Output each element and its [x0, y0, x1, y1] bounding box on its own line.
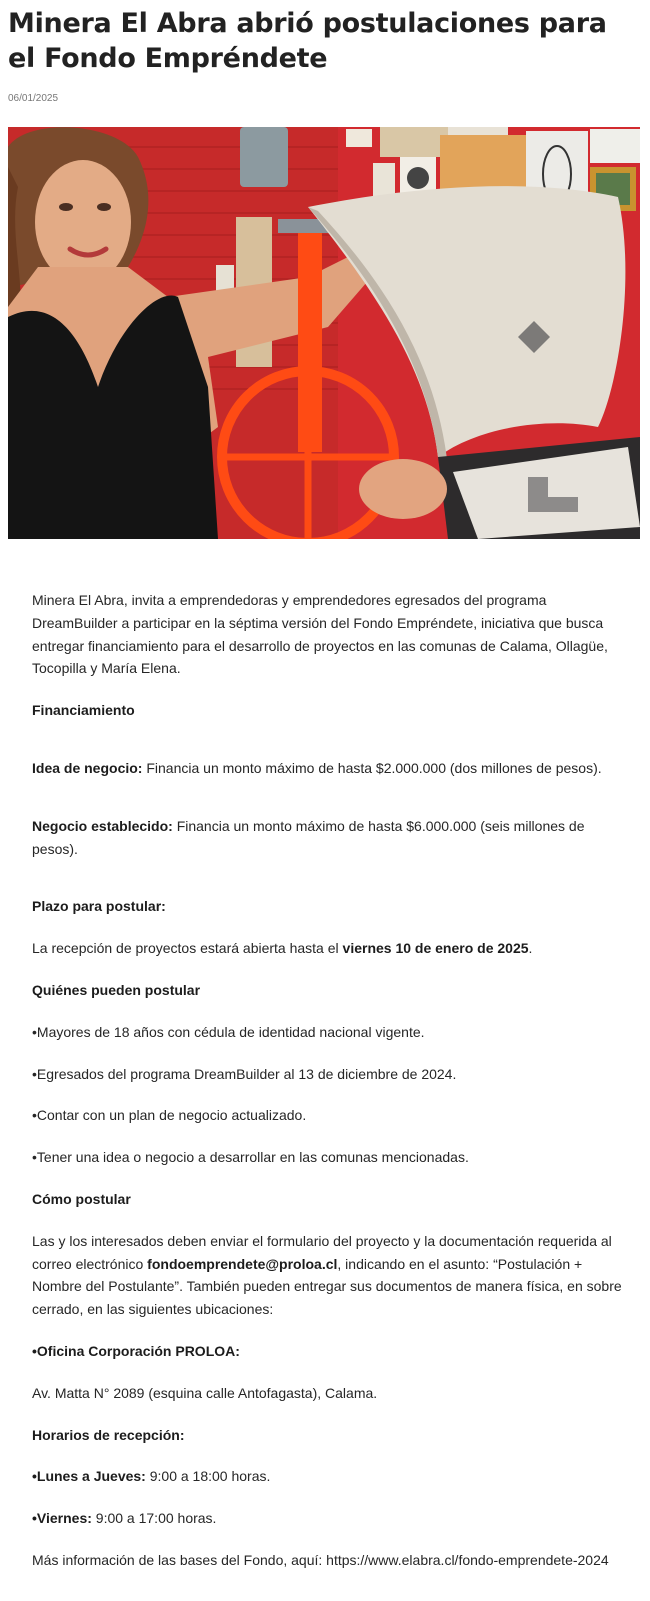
oficina-label: •Oficina Corporación PROLOA: — [32, 1342, 240, 1359]
plazo-paragraph: La recepción de proyectos estará abierta hasta el viernes 10 de enero de 2025. — [32, 940, 533, 957]
schedule-item-viernes: •Viernes: 9:00 a 17:00 horas. — [32, 1510, 217, 1527]
section-heading-quienes: Quiénes pueden postular — [32, 981, 201, 998]
plazo-date: viernes 10 de enero de 2025 — [342, 940, 529, 957]
requirement-item: •Contar con un plan de negocio actualizado. — [32, 1107, 307, 1124]
schedule-item-lunes: •Lunes a Jueves: 9:00 a 18:00 horas. — [32, 1468, 271, 1485]
contact-email: fondoemprendete@proloa.cl — [147, 1255, 338, 1272]
requirement-item: •Tener una idea o negocio a desarrollar en las comunas mencionadas. — [32, 1149, 469, 1166]
idea-negocio-label: Idea de negocio: — [32, 759, 143, 776]
section-heading-plazo: Plazo para postular: — [32, 898, 166, 915]
printmaking-press-photo — [8, 127, 640, 539]
section-heading-como: Cómo postular — [32, 1190, 131, 1207]
negocio-establecido-paragraph: Negocio establecido: Financia un monto máximo de hasta $6.000.000 (seis millones de pesos). — [32, 817, 585, 857]
article-body — [32, 589, 622, 1572]
intro-paragraph: Minera El Abra, invita a emprendedoras y emprendedores egresados del programa DreamBuilder a participar en la séptima versión del Fondo Empréndete, iniciativa que busca entregar financiamiento para el desarrollo de proyectos en las comunas de Calama, Ollagüe, Tocopilla y María Elena. — [32, 592, 608, 677]
negocio-establecido-label: Negocio establecido: — [32, 817, 173, 834]
requirement-item: •Egresados del programa DreamBuilder al 13 de diciembre de 2024. — [32, 1065, 457, 1082]
como-postular-paragraph: Las y los interesados deben enviar el formulario del proyecto y la documentación requerida al correo electrónico fondoemprendete@proloa.cl, indicando en el asunto: “Postulación + Nombre del Postulante”. También pueden entregar sus documentos de manera física, en sobre cerrado, en las siguientes ubicaciones: — [32, 1232, 622, 1318]
section-heading-financiamiento: Financiamiento — [32, 702, 135, 719]
more-info-link[interactable]: Más información de las bases del Fondo, aquí: https://www.elabra.cl/fondo-emprendete-2024 — [32, 1551, 609, 1568]
article-date: 06/01/2025 — [8, 93, 59, 104]
section-heading-horarios: Horarios de recepción: — [32, 1426, 185, 1443]
idea-negocio-paragraph: Idea de negocio: Financia un monto máximo de hasta $2.000.000 (dos millones de pesos). — [32, 759, 602, 776]
requirement-item: •Mayores de 18 años con cédula de identidad nacional vigente. — [32, 1023, 425, 1040]
article-title: Minera El Abra abrió postulaciones para el Fondo Empréndete — [8, 8, 607, 74]
office-address: Av. Matta N° 2089 (esquina calle Antofagasta), Calama. — [32, 1384, 378, 1401]
hero-image — [8, 127, 640, 539]
